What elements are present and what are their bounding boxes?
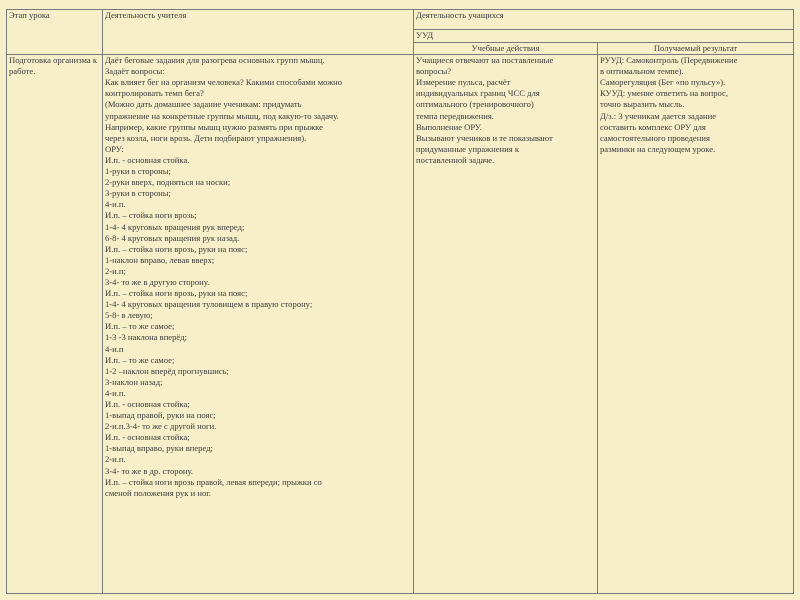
teacher-activity-line: 4-и.п	[105, 343, 124, 354]
header-result: Получаемый результат	[598, 43, 794, 55]
teacher-activity-line: 3-наклон назад;	[105, 376, 163, 387]
result-line: точно выразить мысль.	[600, 99, 685, 110]
teacher-activity-line: И.п. – стойка ноги врозь;	[105, 210, 197, 221]
teacher-activity-text	[105, 55, 411, 499]
teacher-activity-line: 1-выпад правой, руки на пояс;	[105, 410, 216, 421]
teacher-activity-line: И.п. - основная стойка.	[105, 154, 190, 165]
teacher-activity-line: ОРУ:	[105, 143, 124, 154]
teacher-activity-line: И.п. - основная стойка;	[105, 399, 190, 409]
teacher-activity-line: Даёт беговые задания для разогрева основных групп мышц.	[105, 55, 325, 66]
student-actions-line: Вызывают учеников и те показывают	[416, 132, 553, 143]
teacher-activity-line: через козла, ноги врозь. Дети подбирают упражнения).	[105, 132, 307, 143]
student-actions-line: Выполнение ОРУ.	[416, 121, 482, 132]
lesson-plan-table	[6, 9, 794, 594]
student-actions-line: индивидуальных границ ЧСС для	[416, 88, 540, 99]
header-stage: Этап урока	[7, 10, 103, 55]
teacher-activity-line: 3-руки в стороны;	[105, 188, 171, 199]
result-line: составить комплекс ОРУ для	[600, 121, 706, 132]
teacher-activity-line: 1-руки в стороны;	[105, 166, 171, 177]
teacher-activity-line: сменой положения рук и ног.	[105, 487, 211, 498]
teacher-activity-line: 4-и.п.	[105, 199, 126, 210]
teacher-cell	[103, 55, 414, 594]
content-row	[7, 55, 794, 594]
teacher-activity-line: Как влияет бег на организм человека? Какими способами можно	[105, 77, 343, 88]
header-actions: Учебные действия	[414, 43, 598, 55]
teacher-activity-line: И.п. – стойка ноги врозь, руки на пояс;	[105, 288, 248, 299]
result-line: самостоятельного проведения	[600, 132, 710, 143]
result-text	[600, 55, 791, 155]
result-cell	[598, 55, 794, 594]
result-line: РУУД: Самоконтроль (Передвижение	[600, 55, 738, 66]
teacher-activity-line: 1-выпад вправо, руки вперед;	[105, 443, 213, 454]
header-teacher: Деятельность учителя	[103, 10, 414, 55]
result-line: в оптимальном темпе).	[600, 66, 684, 77]
student-actions-line: поставленной задаче.	[416, 154, 495, 165]
teacher-activity-line: 6-8- 4 круговых вращения рук назад.	[105, 232, 240, 243]
header-uud: УУД	[414, 30, 794, 43]
result-line: КУУД: умение ответить на вопрос,	[600, 88, 729, 99]
teacher-activity-line: 2-и.п;	[105, 265, 126, 276]
teacher-activity-line: И.п. – то же самое;	[105, 321, 175, 332]
result-line: Д/з.: 3 ученикам дается задание	[600, 110, 717, 121]
teacher-activity-line: 3-4- то же в др. сторону.	[105, 465, 194, 476]
teacher-activity-line: 2-и.п.3-4- то же с другой ноги.	[105, 421, 217, 432]
student-actions-line: вопросы?	[416, 66, 452, 77]
teacher-activity-line: И.п. – то же самое;	[105, 354, 175, 365]
teacher-activity-line: 4-и.п.	[105, 387, 126, 398]
result-line: разминки на следующем уроке.	[600, 143, 716, 154]
teacher-activity-line: Задаёт вопросы:	[105, 66, 165, 77]
teacher-activity-line: И.п. – стойка ноги врозь правой, левая впереди; прыжки со	[105, 476, 322, 487]
student-actions-line: темпа передвижения.	[416, 110, 494, 121]
teacher-activity-line: 1-4- 4 круговых вращения туловищем в правую сторону;	[105, 299, 313, 310]
result-line: Саморегуляция (Бег «по пульсу»).	[600, 77, 726, 88]
teacher-activity-line: Например, какие группы мышц нужно размять при прыжке	[105, 121, 323, 132]
teacher-activity-line: 1-2 –наклон вперёд прогнувшись;	[105, 365, 229, 376]
teacher-activity-line: 1-4- 4 круговых вращения рук вперед;	[105, 221, 245, 232]
teacher-activity-line: 2-и.п.	[105, 454, 126, 465]
header-students: Деятельность учащихся	[414, 10, 794, 30]
teacher-activity-line: 3-4- то же в другую сторону.	[105, 276, 210, 287]
header-row-1	[7, 10, 794, 30]
teacher-activity-line: упражнение на конкретные группы мышц, под какую-то задачу.	[105, 110, 339, 121]
teacher-activity-line: контролировать темп бега?	[105, 88, 204, 99]
stage-text: Подготовка организма к работе.	[9, 55, 98, 77]
teacher-activity-line: И.п. – стойка ноги врозь, руки на пояс;	[105, 243, 248, 254]
actions-cell	[414, 55, 598, 594]
teacher-activity-line: 5-8- в левую;	[105, 310, 153, 321]
teacher-activity-line: (Можно дать домашнее задание ученикам: придумать	[105, 99, 302, 110]
teacher-activity-line: 2-руки вверх, подняться на носки;	[105, 177, 231, 188]
teacher-activity-line: И.п. - основная стойка;	[105, 432, 190, 443]
teacher-activity-line: 1-наклон вправо, левая вверх;	[105, 254, 215, 265]
teacher-activity-line: 1-3 -3 наклона вперёд;	[105, 332, 187, 343]
student-actions-line: оптимального (тренировочного)	[416, 99, 534, 110]
student-actions-line: Учащиеся отвечают на поставленные	[416, 55, 554, 66]
student-actions-text	[416, 55, 595, 166]
stage-cell	[7, 55, 103, 594]
student-actions-line: Измерение пульса, расчёт	[416, 77, 511, 88]
student-actions-line: придуманные упражнения к	[416, 143, 520, 154]
